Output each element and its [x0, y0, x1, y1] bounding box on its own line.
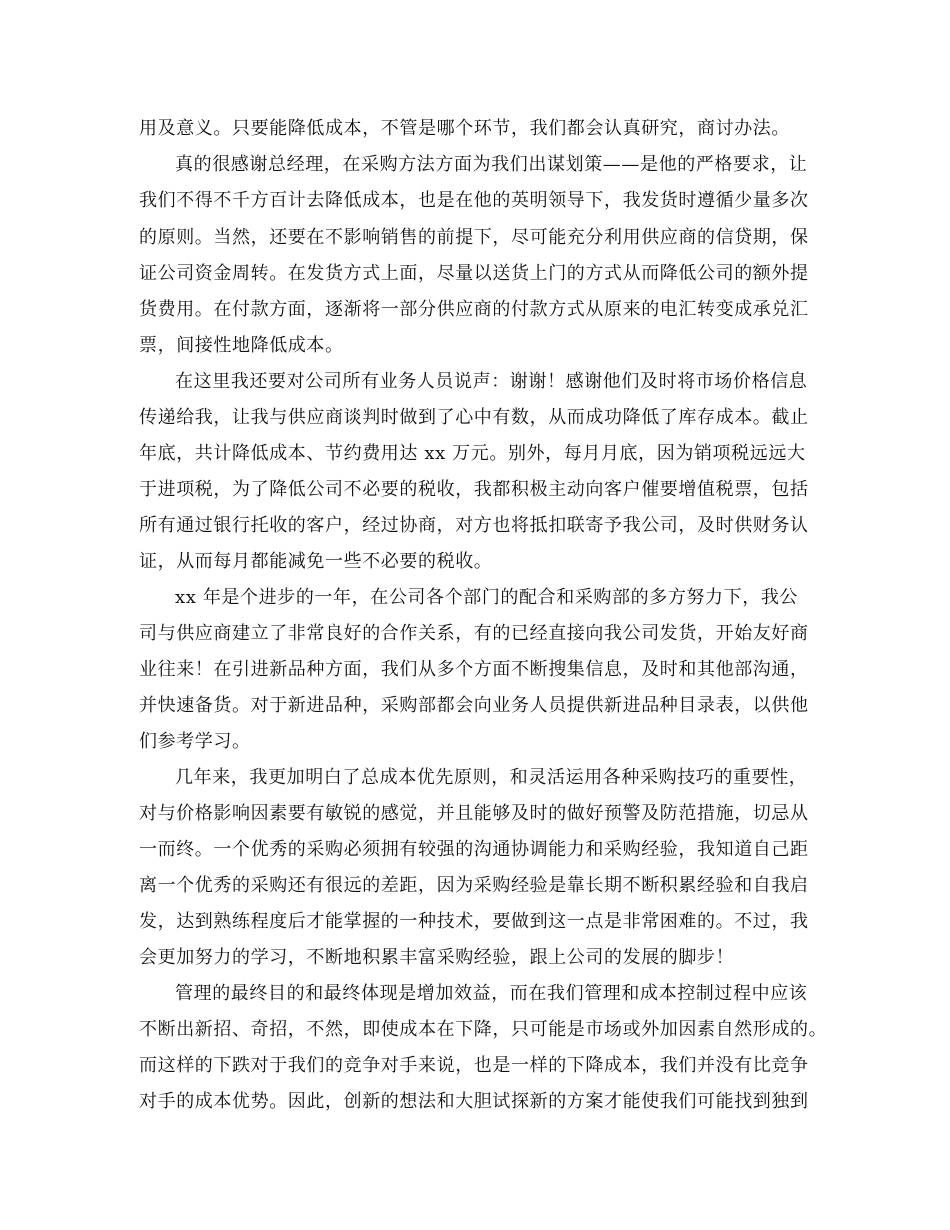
- text-line: 所有通过银行托收的客户，经过协商，对方也将抵扣联寄予我公司，及时供财务认: [139, 515, 809, 536]
- paragraph-start: 管理的最终目的和最终体现是增加效益，而在我们管理和成本控制过程中应该: [175, 983, 808, 1004]
- paragraph-start: 几年来，我更加明白了总成本优先原则，和灵活运用各种采购技巧的重要性，: [175, 767, 808, 788]
- text-line: 司与供应商建立了非常良好的合作关系，有的已经直接向我公司发货，开始友好商: [139, 623, 809, 644]
- text-line: 并快速备货。对于新进品种，采购部都会向业务人员提供新进品种目录表，以供他: [139, 695, 809, 716]
- text-line: 一而终。一个优秀的采购必须拥有较强的沟通协调能力和采购经验，我知道自己距: [139, 839, 809, 860]
- text-line: 我们不得不千方百计去降低成本，也是在他的英明领导下，我发货时遵循少量多次: [139, 190, 809, 211]
- text-line: 货费用。在付款方面，逐渐将一部分供应商的付款方式从原来的电汇转变成承兑汇: [139, 299, 809, 320]
- text-line: 离一个优秀的采购还有很远的差距，因为采购经验是靠长期不断积累经验和自我启: [139, 875, 809, 896]
- paragraph-start: xx 年是个进步的一年，在公司各个部门的配合和采购部的多方努力下，我公: [175, 587, 799, 608]
- text-line: 证公司资金周转。在发货方式上面，尽量以送货上门的方式从而降低公司的额外提: [139, 263, 809, 284]
- text-line: 票，间接性地降低成本。: [139, 335, 344, 356]
- text-line: 不断出新招、奇招，不然，即使成本在下降，只可能是市场或外加因素自然形成的。: [139, 1019, 828, 1040]
- text-line: 会更加努力的学习，不断地积累丰富采购经验，跟上公司的发展的脚步！: [139, 947, 735, 968]
- text-line: 发，达到熟练程度后才能掌握的一种技术，要做到这一点是非常困难的。不过，我: [139, 911, 809, 932]
- text-line: 业往来！在引进新品种方面，我们从多个方面不断搜集信息，及时和其他部沟通，: [139, 659, 809, 680]
- text-line: 年底，共计降低成本、节约费用达 xx 万元。别外，每月月底，因为销项税远远大: [139, 443, 806, 464]
- text-line: 用及意义。只要能降低成本，不管是哪个环节，我们都会认真研究，商讨办法。: [139, 118, 790, 139]
- text-line: 们参考学习。: [139, 731, 251, 752]
- text-line: 对手的成本优势。因此，创新的想法和大胆试探新的方案才能使我们可能找到独到: [139, 1091, 809, 1112]
- paragraph-start: 真的很感谢总经理，在采购方法方面为我们出谋划策——是他的严格要求，让: [175, 154, 808, 175]
- text-line: 于进项税，为了降低公司不必要的税收，我都积极主动向客户催要增值税票，包括: [139, 479, 809, 500]
- text-line: 传递给我，让我与供应商谈判时做到了心中有数，从而成功降低了库存成本。截止: [139, 407, 809, 428]
- text-line: 而这样的下跌对于我们的竞争对手来说，也是一样的下降成本，我们并没有比竞争: [139, 1055, 809, 1076]
- text-line: 的原则。当然，还要在不影响销售的前提下，尽可能充分利用供应商的信贷期，保: [139, 227, 809, 248]
- text-line: 证，从而每月都能减免一些不必要的税收。: [139, 551, 493, 572]
- text-line: 对与价格影响因素要有敏锐的感觉，并且能够及时的做好预警及防范措施，切忌从: [139, 803, 809, 824]
- paragraph-start: 在这里我还要对公司所有业务人员说声：谢谢！感谢他们及时将市场价格信息: [175, 371, 808, 392]
